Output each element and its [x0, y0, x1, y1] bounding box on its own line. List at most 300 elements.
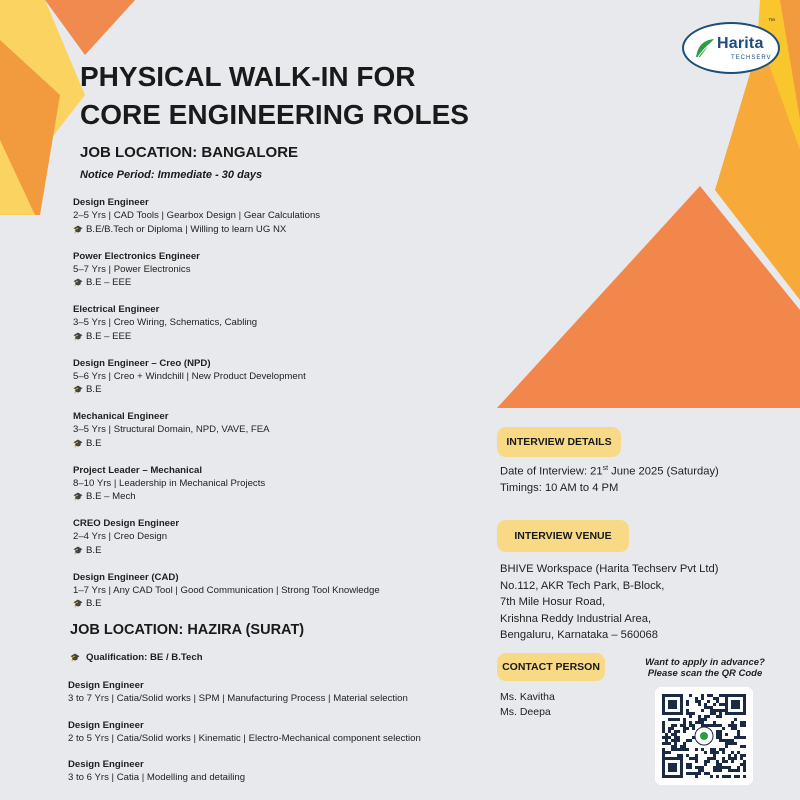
qr-module	[713, 703, 716, 706]
job-item	[73, 303, 493, 357]
qualification-text: Qualification: BE / B.Tech	[86, 652, 203, 663]
job-item	[73, 410, 493, 464]
job-title: Mechanical Engineer	[73, 411, 169, 422]
qr-module	[665, 736, 668, 739]
qr-module	[671, 745, 674, 748]
qr-module	[722, 760, 725, 763]
qr-module	[731, 751, 734, 754]
qr-module	[686, 709, 689, 712]
qr-module	[683, 718, 686, 721]
job-item	[68, 758, 488, 798]
hazira-job-list	[68, 679, 488, 798]
qr-module	[668, 730, 671, 733]
qr-module	[698, 715, 701, 718]
qr-module	[707, 700, 710, 703]
qr-module	[695, 721, 698, 724]
qr-module	[731, 721, 734, 724]
qr-module	[716, 715, 719, 718]
qr-module	[698, 766, 701, 769]
qr-module	[716, 697, 719, 700]
qr-module	[716, 775, 719, 778]
qr-module	[686, 739, 689, 742]
qr-module	[710, 751, 713, 754]
qr-module	[662, 742, 665, 745]
qr-module	[698, 769, 701, 772]
notice-period: Notice Period: Immediate - 30 days	[80, 169, 263, 181]
qr-module	[716, 733, 719, 736]
qr-module	[698, 718, 701, 721]
qr-module	[710, 712, 713, 715]
qr-module	[662, 751, 665, 754]
qr-module	[713, 748, 716, 751]
qr-module	[725, 733, 728, 736]
qr-module	[704, 763, 707, 766]
job-details: 3–5 Yrs | Structural Domain, NPD, VAVE, FEA	[73, 424, 270, 435]
interview-details	[500, 461, 790, 497]
qr-module	[686, 727, 689, 730]
job-item	[73, 357, 493, 411]
qr-module	[695, 697, 698, 700]
qr-module	[740, 754, 743, 757]
qr-module	[740, 745, 743, 748]
qr-module	[713, 697, 716, 700]
qr-module	[680, 724, 683, 727]
qr-module	[737, 751, 740, 754]
qr-module	[737, 736, 740, 739]
qr-module	[674, 736, 677, 739]
qr-module	[722, 694, 725, 697]
qr-module	[743, 775, 746, 778]
qr-module	[734, 724, 737, 727]
bangalore-job-list	[73, 196, 493, 624]
qr-module	[710, 748, 713, 751]
qr-module	[683, 742, 686, 745]
job-qualification: B.E – EEE	[86, 330, 132, 342]
qr-caption	[630, 657, 780, 679]
qr-module	[713, 766, 716, 769]
job-details: 2 to 5 Yrs | Catia/Solid works | Kinematic | Electro-Mechanical component selection	[68, 732, 421, 744]
qr-module	[710, 757, 713, 760]
qr-module	[731, 757, 734, 760]
qr-module	[719, 766, 722, 769]
job-details: 3 to 7 Yrs | Catia/Solid works | SPM | Manufacturing Process | Material selection	[68, 693, 408, 704]
graduation-cap-icon: 🎓	[70, 653, 80, 662]
qr-module	[683, 721, 686, 724]
qr-module	[701, 694, 704, 697]
qr-module	[713, 721, 716, 724]
qr-module	[671, 739, 674, 742]
qr-module	[740, 736, 743, 739]
qr-module	[713, 754, 716, 757]
location-heading-hazira: JOB LOCATION: HAZIRA (SURAT)	[70, 622, 305, 638]
qr-module	[713, 757, 716, 760]
interview-details-label: INTERVIEW DETAILS	[497, 427, 621, 457]
qr-module	[713, 751, 716, 754]
qr-module	[725, 745, 728, 748]
qr-module	[704, 715, 707, 718]
title-line-1: PHYSICAL WALK-IN FOR	[80, 61, 416, 92]
qr-module	[713, 709, 716, 712]
qr-module	[686, 703, 689, 706]
qr-module	[662, 736, 665, 739]
qr-module	[698, 703, 701, 706]
job-qualification: B.E	[86, 544, 102, 556]
qr-module	[704, 772, 707, 775]
qr-module	[680, 748, 683, 751]
job-title: Design Engineer (CAD)	[73, 571, 179, 583]
qr-module	[689, 772, 692, 775]
qr-module	[704, 718, 707, 721]
qr-module	[671, 724, 674, 727]
qr-module	[731, 727, 734, 730]
qr-module	[725, 775, 728, 778]
qr-module	[701, 709, 704, 712]
qr-module	[707, 760, 710, 763]
qr-module	[674, 745, 677, 748]
qr-module	[737, 733, 740, 736]
qr-module	[719, 724, 722, 727]
qr-module	[734, 727, 737, 730]
qr-module	[728, 769, 731, 772]
job-title: Design Engineer	[73, 197, 149, 208]
qr-module	[728, 757, 731, 760]
qr-module	[722, 766, 725, 769]
address-line: Krishna Reddy Industrial Area,	[500, 612, 652, 625]
qr-module	[719, 703, 722, 706]
qr-module	[683, 730, 686, 733]
qr-module	[698, 772, 701, 775]
job-title: Project Leader – Mechanical	[73, 464, 203, 476]
qr-module	[677, 748, 680, 751]
qr-module	[743, 754, 746, 757]
qr-module	[734, 736, 737, 739]
qr-module	[680, 745, 683, 748]
job-item	[73, 517, 493, 571]
address-line: BHIVE Workspace (Harita Techserv Pvt Ltd)	[500, 563, 719, 575]
qr-code-icon[interactable]	[655, 687, 753, 785]
qr-module	[734, 742, 737, 745]
job-item	[73, 464, 493, 518]
title-line-2: CORE ENGINEERING ROLES	[80, 99, 469, 130]
qr-module	[671, 748, 674, 751]
qr-module	[728, 739, 731, 742]
qr-module	[716, 724, 719, 727]
interview-timings: Timings: 10 AM to 4 PM	[500, 482, 619, 495]
job-qualification: B.E	[86, 384, 102, 395]
qr-module	[704, 703, 707, 706]
graduation-cap-icon: 🎓	[73, 492, 83, 501]
qr-module	[695, 775, 698, 778]
qr-module	[689, 739, 692, 742]
qr-module	[692, 712, 695, 715]
qr-module	[719, 715, 722, 718]
qr-module	[683, 745, 686, 748]
qr-module	[689, 724, 692, 727]
qr-module	[719, 763, 722, 766]
qr-module	[683, 724, 686, 727]
qr-module	[689, 766, 692, 769]
qr-module	[686, 712, 689, 715]
qr-module	[701, 718, 704, 721]
qr-module	[710, 775, 713, 778]
qr-module	[689, 715, 692, 718]
qr-module	[677, 718, 680, 721]
qr-module	[677, 754, 680, 757]
qr-module	[695, 700, 698, 703]
qr-module	[743, 736, 746, 739]
qr-module	[686, 748, 689, 751]
qr-module	[728, 754, 731, 757]
qr-module	[686, 754, 689, 757]
contact-person-label: CONTACT PERSON	[497, 653, 605, 681]
qr-module	[668, 751, 671, 754]
qr-module	[701, 769, 704, 772]
qr-module	[677, 736, 680, 739]
qr-module	[743, 745, 746, 748]
job-details: 1–7 Yrs | Any CAD Tool | Good Communication | Strong Tool Knowledge	[73, 584, 380, 596]
hazira-qualification	[70, 652, 203, 663]
qr-module	[743, 721, 746, 724]
page-title	[80, 58, 500, 134]
qr-module	[662, 724, 665, 727]
qr-module	[674, 724, 677, 727]
job-title: Design Engineer – Creo (NPD)	[73, 357, 211, 369]
qr-module	[713, 724, 716, 727]
qr-module	[716, 769, 719, 772]
qr-module	[668, 736, 671, 739]
qr-module	[668, 742, 671, 745]
job-item	[73, 196, 493, 250]
qr-module	[665, 751, 668, 754]
qr-module	[722, 775, 725, 778]
qr-module	[695, 757, 698, 760]
job-item	[68, 679, 488, 719]
qr-module	[662, 730, 665, 733]
qr-module	[740, 757, 743, 760]
qr-caption-line-2: Please scan the QR Code	[647, 668, 763, 679]
qr-module	[719, 694, 722, 697]
qr-module	[674, 733, 677, 736]
address-line: Bengaluru, Karnataka – 560068	[500, 629, 658, 641]
qr-module	[704, 760, 707, 763]
harita-logo	[682, 22, 780, 74]
logo-name: Harita	[717, 35, 764, 52]
qr-module	[734, 775, 737, 778]
qr-module	[740, 724, 743, 727]
qr-module	[665, 739, 668, 742]
job-details: 5–7 Yrs | Power Electronics	[73, 263, 191, 275]
job-item	[73, 571, 493, 625]
job-title: CREO Design Engineer	[73, 518, 180, 529]
qr-module	[734, 718, 737, 721]
qr-module	[683, 727, 686, 730]
job-title: Design Engineer	[68, 719, 144, 731]
qr-module	[704, 706, 707, 709]
job-qualification: B.E – EEE	[86, 277, 132, 288]
qr-module	[671, 733, 674, 736]
qr-module	[719, 712, 722, 715]
qr-module	[719, 733, 722, 736]
graduation-cap-icon: 🎓	[73, 331, 83, 341]
qr-module	[707, 694, 710, 697]
qr-module	[689, 721, 692, 724]
qr-module	[722, 727, 725, 730]
qr-module	[701, 766, 704, 769]
job-details: 5–6 Yrs | Creo + Windchill | New Product Development	[73, 370, 306, 382]
qr-module	[722, 703, 725, 706]
qr-module	[737, 766, 740, 769]
qr-module	[662, 727, 665, 730]
qr-module	[731, 769, 734, 772]
qr-module	[695, 772, 698, 775]
qr-module	[713, 769, 716, 772]
qr-module	[743, 763, 746, 766]
qr-module	[695, 748, 698, 751]
qr-module	[719, 730, 722, 733]
qr-module	[707, 757, 710, 760]
qr-module	[743, 769, 746, 772]
qr-module	[722, 757, 725, 760]
job-details: 3 to 6 Yrs | Catia | Modelling and detailing	[68, 772, 246, 783]
job-title: Power Electronics Engineer	[73, 250, 200, 262]
qr-module	[740, 763, 743, 766]
qr-module	[689, 757, 692, 760]
qr-module	[719, 769, 722, 772]
qr-module	[728, 775, 731, 778]
qr-module	[710, 724, 713, 727]
job-title: Design Engineer	[68, 680, 144, 691]
qr-module	[728, 742, 731, 745]
qr-module	[695, 766, 698, 769]
qr-module	[671, 718, 674, 721]
qr-module	[731, 739, 734, 742]
qr-module	[734, 757, 737, 760]
qr-module	[725, 739, 728, 742]
qr-module	[689, 712, 692, 715]
qr-module	[698, 700, 701, 703]
qr-module	[716, 766, 719, 769]
qr-module	[695, 754, 698, 757]
leaf-icon	[694, 37, 716, 59]
qr-module	[665, 742, 668, 745]
job-qualification: B.E	[86, 598, 102, 609]
job-item	[73, 250, 493, 304]
logo-subtitle: TECHSERV	[731, 55, 772, 61]
qr-module	[722, 748, 725, 751]
qr-module	[734, 754, 737, 757]
qr-module	[701, 748, 704, 751]
contact-name: Ms. Deepa	[500, 706, 551, 718]
qr-module	[662, 748, 665, 751]
qr-module	[707, 772, 710, 775]
qr-module	[719, 739, 722, 742]
qr-module	[713, 712, 716, 715]
interview-venue-label: INTERVIEW VENUE	[497, 520, 629, 552]
qr-module	[716, 730, 719, 733]
qr-module	[737, 730, 740, 733]
graduation-cap-icon: 🎓	[73, 278, 83, 287]
qr-module	[722, 709, 725, 712]
qr-module	[728, 766, 731, 769]
qr-module	[728, 724, 731, 727]
job-details: 8–10 Yrs | Leadership in Mechanical Projects	[73, 477, 266, 489]
qr-module	[716, 751, 719, 754]
qr-module	[683, 748, 686, 751]
qr-module	[692, 727, 695, 730]
qr-module	[686, 700, 689, 703]
qr-code-graphic	[655, 687, 753, 785]
qr-module	[722, 751, 725, 754]
qr-module	[719, 748, 722, 751]
qr-module	[689, 694, 692, 697]
qr-module	[695, 760, 698, 763]
qr-module	[686, 766, 689, 769]
qr-module	[701, 697, 704, 700]
qr-module	[686, 763, 689, 766]
job-details: 3–5 Yrs | Creo Wiring, Schematics, Cabling	[73, 317, 258, 328]
qr-module	[710, 706, 713, 709]
qr-module	[707, 715, 710, 718]
qr-module	[674, 739, 677, 742]
qr-module	[701, 721, 704, 724]
qr-module	[707, 706, 710, 709]
qr-module	[734, 769, 737, 772]
qr-module	[665, 733, 668, 736]
graduation-cap-icon: 🎓	[73, 438, 83, 448]
qr-module	[740, 721, 743, 724]
graduation-cap-icon: 🎓	[73, 224, 83, 234]
qr-module	[674, 748, 677, 751]
graduation-cap-icon: 🎓	[73, 545, 83, 555]
qr-module	[725, 742, 728, 745]
qr-caption-line-1: Want to apply in advance?	[645, 657, 765, 668]
qr-module	[692, 757, 695, 760]
qr-module	[731, 760, 734, 763]
job-item	[68, 719, 488, 759]
qr-module	[707, 724, 710, 727]
graduation-cap-icon: 🎓	[73, 385, 83, 394]
interview-date: Date of Interview: 21st June 2025 (Saturday)	[500, 465, 719, 478]
qr-module	[698, 721, 701, 724]
qr-module	[731, 724, 734, 727]
qr-module	[716, 763, 719, 766]
qr-module	[674, 730, 677, 733]
qr-module	[689, 763, 692, 766]
job-details: 2–4 Yrs | Creo Design	[73, 531, 168, 542]
qr-module	[662, 721, 665, 724]
location-heading-bangalore: JOB LOCATION: BANGALORE	[80, 144, 299, 161]
qr-module	[686, 772, 689, 775]
qr-module	[692, 724, 695, 727]
qr-module	[674, 742, 677, 745]
job-details: 2–5 Yrs | CAD Tools | Gearbox Design | Gear Calculations	[73, 210, 321, 221]
qr-module	[716, 736, 719, 739]
qr-module	[677, 730, 680, 733]
qr-module	[692, 772, 695, 775]
qr-module	[716, 700, 719, 703]
qr-module	[704, 751, 707, 754]
address-line: 7th Mile Hosur Road,	[500, 596, 606, 608]
job-qualification: B.E	[86, 437, 102, 449]
qr-module	[737, 775, 740, 778]
qr-module	[743, 760, 746, 763]
qr-module	[668, 718, 671, 721]
job-qualification: B.E – Mech	[86, 491, 136, 502]
contact-name: Ms. Kavitha	[500, 691, 555, 703]
qr-module	[722, 739, 725, 742]
graduation-cap-icon: 🎓	[73, 599, 83, 608]
qr-module	[716, 760, 719, 763]
